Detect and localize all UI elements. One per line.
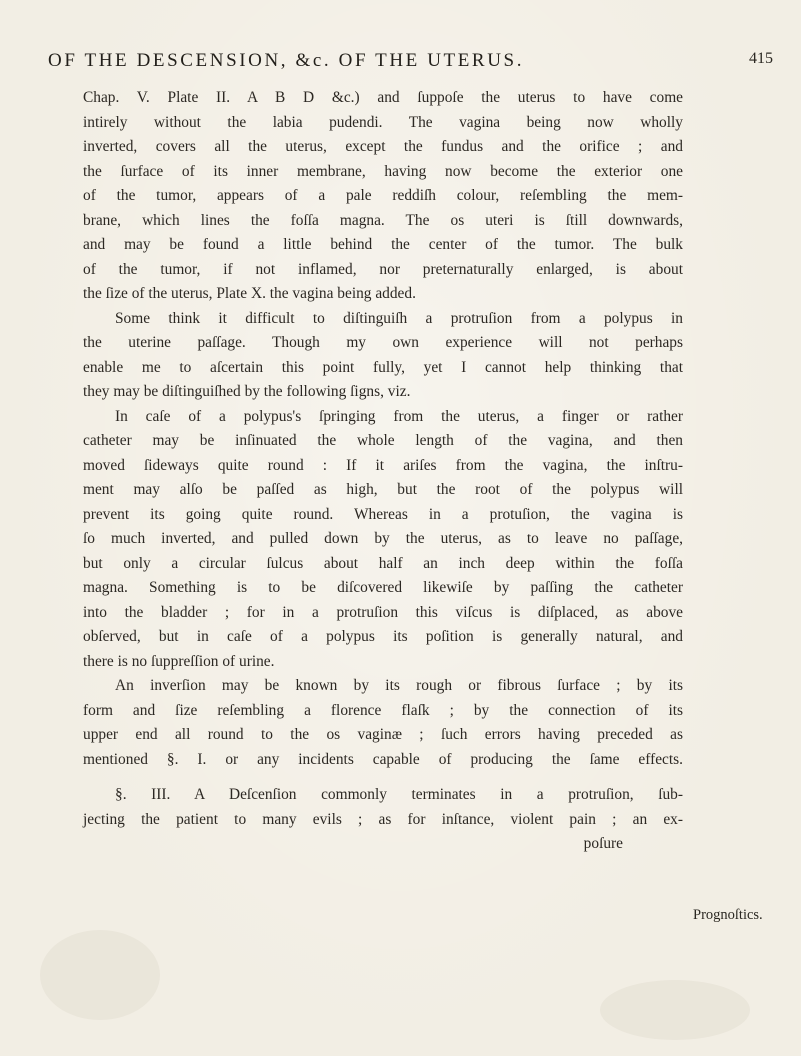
page-number: 415	[749, 50, 773, 67]
text-line: upper end all round to the os vaginæ ; ſuch errors having preceded as	[83, 726, 683, 743]
text-line: the uterine paſſage. Though my own experience will not perhaps	[83, 334, 683, 351]
text-line: prevent its going quite round. Whereas in a protuſion, the vagina is	[83, 505, 683, 523]
text-line: moved ſideways quite round : If it ariſes from the vagina, the inſtru-	[83, 456, 683, 474]
margin-note: Prognoſtics.	[693, 907, 763, 923]
running-head	[48, 50, 773, 78]
text-line: Some think it difficult to diſtinguiſh a protruſion from a polypus in	[115, 309, 683, 327]
text-line: into the bladder ; for in a protruſion this viſcus is diſplaced, as above	[83, 603, 683, 621]
catchword: poſure	[583, 835, 623, 852]
paper-stain	[40, 930, 160, 1020]
text-line: An inverſion may be known by its rough or fibrous ſurface ; by its	[115, 677, 683, 694]
text-line: inverted, covers all the uterus, except the fundus and the orifice ; and	[83, 138, 683, 155]
text-line: form and ſize reſembling a florence flaſk ; by the connection of its	[83, 701, 683, 719]
text-line: ſo much inverted, and pulled down by the uterus, as to leave no paſſage,	[83, 530, 683, 547]
text-line: there is no ſuppreſſion of urine.	[83, 652, 275, 670]
text-line: §. III. A Deſcenſion commonly terminates in a protruſion, ſub-	[115, 786, 683, 803]
body-text	[83, 86, 683, 857]
text-line: intirely without the labia pudendi. The vagina being now wholly	[83, 113, 683, 131]
text-line: ment may alſo be paſſed as high, but the root of the polypus will	[83, 481, 683, 498]
text-line: the ſize of the uterus, Plate X. the vagina being added.	[83, 285, 416, 302]
running-title: OF THE DESCENSION, &c. OF THE UTERUS.	[48, 50, 525, 71]
text-line: they may be diſtinguiſhed by the following ſigns, viz.	[83, 383, 411, 400]
text-line: magna. Something is to be diſcovered likewiſe by paſſing the catheter	[83, 579, 683, 596]
text-line: enable me to aſcertain this point fully, yet I cannot help thinking that	[83, 358, 683, 376]
text-line: and may be found a little behind the center of the tumor. The bulk	[83, 236, 683, 253]
text-line: but only a circular ſulcus about half an inch deep within the foſſa	[83, 554, 683, 572]
text-line: Chap. V. Plate II. A B D &c.) and ſuppoſe the uterus to have come	[83, 89, 683, 106]
text-line: mentioned §. I. or any incidents capable of producing the ſame effects.	[83, 750, 683, 768]
text-line: obſerved, but in caſe of a polypus its poſition is generally natural, and	[83, 628, 683, 645]
text-line: of the tumor, if not inflamed, nor preternaturally enlarged, is about	[83, 260, 683, 278]
paragraph-gap	[83, 772, 683, 783]
text-line: catheter may be inſinuated the whole length of the vagina, and then	[83, 432, 683, 449]
text-line: of the tumor, appears of a pale reddiſh colour, reſembling the mem-	[83, 187, 683, 204]
text-line: jecting the patient to many evils ; as for inſtance, violent pain ; an ex-	[83, 810, 683, 828]
text-line: brane, which lines the foſſa magna. The os uteri is ſtill downwards,	[83, 211, 683, 229]
paper-stain	[600, 980, 750, 1040]
text-line: the ſurface of its inner membrane, having now become the exterior one	[83, 162, 683, 180]
text-line: In caſe of a polypus's ſpringing from the uterus, a finger or rather	[115, 407, 683, 425]
